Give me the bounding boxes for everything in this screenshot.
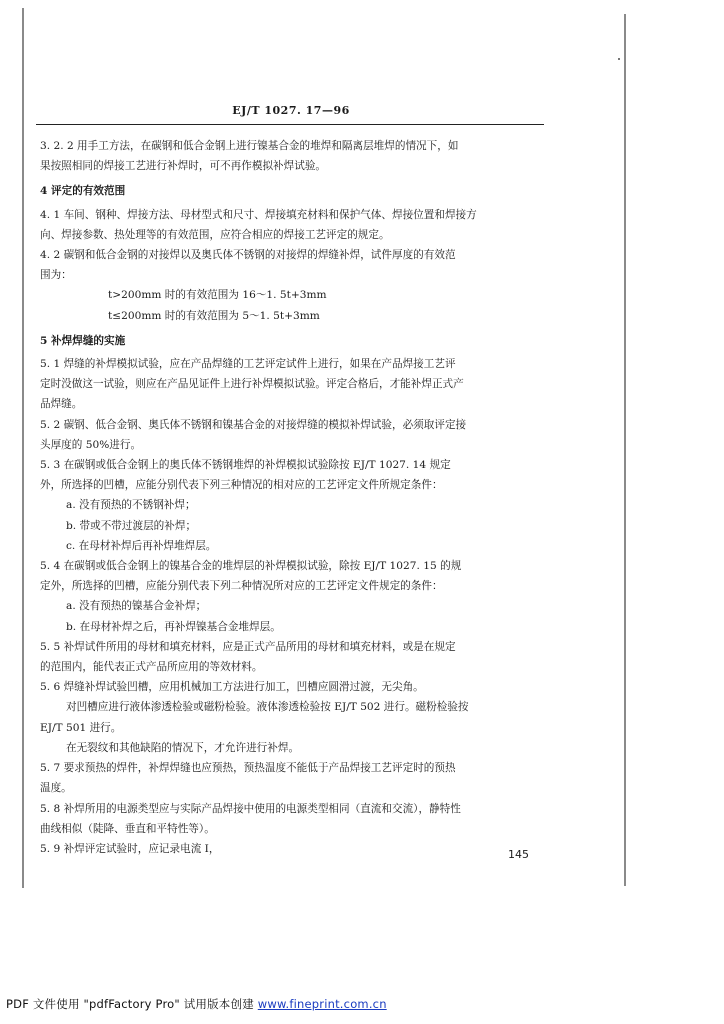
clause-5-4 — [40, 556, 542, 596]
footer-link[interactable]: www.fineprint.com.cn — [257, 997, 387, 1011]
scan-edge-left — [22, 8, 24, 888]
text-line: 头厚度的 50%进行。 — [40, 438, 142, 451]
clause-3-2-2 — [40, 136, 542, 176]
text-line: 的范围内，能代表正式产品所应用的等效材料。 — [40, 661, 263, 674]
text-line: 温度。 — [40, 782, 72, 795]
text-line: 外，所选择的凹槽，应能分别代表下列三种情况的相对应的工艺评定文件所规定条件： — [40, 479, 443, 492]
text-line: 曲线相似（陡降、垂直和平特性等）。 — [40, 822, 215, 835]
clause-5-9 — [40, 839, 542, 859]
text-line: 围为： — [40, 269, 72, 282]
document-body — [40, 136, 542, 859]
range-formula-thick: t>200mm 时的有效范围为 16～1. 5t+3mm — [108, 289, 327, 302]
clause-4-2 — [40, 245, 542, 285]
text-line: 品焊缝。 — [40, 398, 83, 411]
text-line: 果按照相同的焊接工艺进行补焊时，可不再作模拟补焊试验。 — [40, 160, 327, 173]
text-line: 5. 3 在碳钢或低合金钢上的奥氏体不锈钢堆焊的补焊模拟试验除按 EJ/T 1027. 14 规定 — [40, 459, 451, 472]
clause-5-8 — [40, 799, 542, 839]
list-item: c. 在母材补焊后再补焊堆焊层。 — [66, 539, 217, 552]
clause-5-2 — [40, 415, 542, 455]
clause-5-6-condition — [40, 738, 542, 758]
section-heading-4: 4 评定的有效范围 — [40, 185, 126, 198]
text-line: 5. 9 补焊评定试验时，应记录电流 I， — [40, 842, 220, 855]
text-line: 向、焊接参数、热处理等的有效范围，应符合相应的焊接工艺评定的规定。 — [40, 228, 390, 241]
list-item: b. 带或不带过渡层的补焊； — [66, 519, 197, 532]
text-line: 5. 2 碳钢、低合金钢、奥氏体不锈钢和镍基合金的对接焊缝的模拟补焊试验，必须取评定接 — [40, 418, 467, 431]
text-line: 5. 7 要求预热的焊件，补焊焊缝也应预热，预热温度不能低于产品焊接工艺评定时的预热 — [40, 762, 456, 775]
clause-5-3 — [40, 455, 542, 495]
clause-5-6 — [40, 677, 542, 697]
footer-text: PDF 文件使用 "pdfFactory Pro" 试用版本创建 — [6, 997, 258, 1011]
clause-5-5 — [40, 637, 542, 677]
range-formula-thin: t≤200mm 时的有效范围为 5～1. 5t+3mm — [108, 309, 320, 322]
page-header: EJ/T 1027. 17—96 — [232, 104, 350, 117]
text-line: 5. 8 补焊所用的电源类型应与实际产品焊接中使用的电源类型相同（直流和交流），静特性 — [40, 802, 461, 815]
list-item: a. 没有预热的不锈钢补焊； — [66, 499, 196, 512]
section-heading-5: 5 补焊焊缝的实施 — [40, 334, 126, 347]
text-line: EJ/T 501 进行。 — [40, 721, 122, 734]
text-line: 对凹槽应进行液体渗透检验或磁粉检验。液体渗透检验按 EJ/T 502 进行。磁粉检验按 — [66, 701, 469, 714]
text-line: 4. 2 碳钢和低合金钢的对接焊以及奥氏体不锈钢的对接焊的焊缝补焊，试件厚度的有效范 — [40, 249, 456, 262]
text-line: 5. 5 补焊试件所用的母材和填充材料，应是正式产品所用的母材和填充材料，或是在规定 — [40, 640, 456, 653]
text-line: 定时没做这一试验，则应在产品见证件上进行补焊模拟试验。评定合格后，才能补焊正式产 — [40, 378, 464, 391]
list-item: b. 在母材补焊之后，再补焊镍基合金堆焊层。 — [66, 620, 281, 633]
clause-4-1 — [40, 205, 542, 245]
text-line: 在无裂纹和其他缺陷的情况下，才允许进行补焊。 — [66, 741, 300, 754]
clause-5-7 — [40, 758, 542, 798]
scan-speck — [618, 58, 620, 60]
text-line: 定外，所选择的凹槽，应能分别代表下列二种情况所对应的工艺评定文件规定的条件： — [40, 580, 443, 593]
pdf-watermark-footer — [6, 996, 387, 1012]
text-line: 5. 6 焊缝补焊试验凹槽，应用机械加工方法进行加工，凹槽应圆滑过渡，无尖角。 — [40, 681, 424, 694]
header-rule — [36, 124, 544, 125]
clause-5-6-inspection — [40, 697, 542, 737]
scan-edge-right — [624, 14, 626, 886]
list-item: a. 没有预热的镍基合金补焊； — [66, 600, 207, 613]
clause-5-1 — [40, 354, 542, 415]
page-number: 145 — [508, 848, 529, 861]
text-line: 3. 2. 2 用手工方法，在碳钢和低合金钢上进行镍基合金的堆焊和隔离层堆焊的情况下，如 — [40, 140, 459, 152]
text-line: 5. 1 焊缝的补焊模拟试验，应在产品焊缝的工艺评定试件上进行，如果在产品焊接工艺评 — [40, 358, 456, 371]
text-line: 5. 4 在碳钢或低合金钢上的镍基合金的堆焊层的补焊模拟试验，除按 EJ/T 1027. 15 的规 — [40, 560, 462, 573]
text-line: 4. 1 车间、钢种、焊接方法、母材型式和尺寸、焊接填充材料和保护气体、焊接位置和焊接方 — [40, 208, 477, 221]
